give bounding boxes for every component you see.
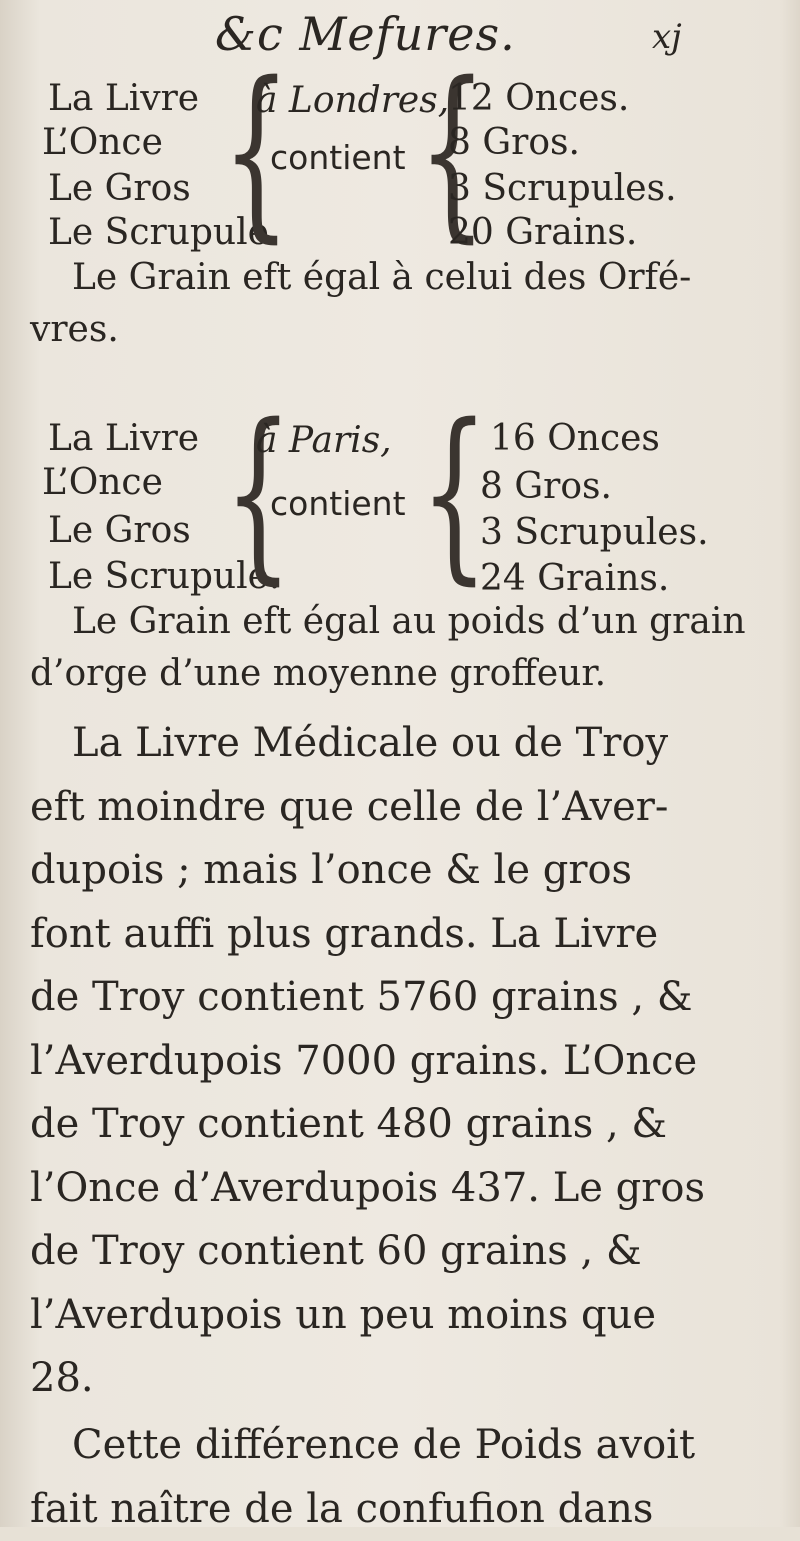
- london-place: à Londres,: [256, 80, 449, 121]
- text-line: fait naître de la confufion dans: [30, 1478, 775, 1541]
- london-note-line: Le Grain eft égal à celui des Orfé-: [30, 252, 775, 304]
- text-line: Cette différence de Poids avoit: [30, 1414, 775, 1478]
- text-line: font auffi plus grands. La Livre: [30, 903, 775, 967]
- paris-value-gros: 8 Gros.: [480, 466, 612, 507]
- paragraph-difference: [30, 1414, 775, 1541]
- london-value-gros: 8 Gros.: [448, 122, 580, 163]
- text-line: de Troy contient 60 grains , &: [30, 1220, 775, 1284]
- london-left-brace: {: [222, 60, 291, 246]
- london-value-scrupules: 3 Scrupules.: [448, 168, 677, 209]
- paris-value-onces: 16 Onces: [490, 418, 660, 459]
- text-line: l’Once d’Averdupois 437. Le gros: [30, 1157, 775, 1221]
- paris-unit-gros: Le Gros: [48, 510, 191, 551]
- text-line: l’Averdupois un peu moins que: [30, 1284, 775, 1348]
- running-header: [0, 5, 800, 65]
- london-note-line: vres.: [30, 304, 775, 356]
- text-line: l’Averdupois 7000 grains. L’Once: [30, 1030, 775, 1094]
- paris-note-line: d’orge d’une moyenne groffeur.: [30, 648, 775, 700]
- paragraph-troy-weights: [30, 712, 775, 1411]
- paris-value-grains: 24 Grains.: [480, 558, 669, 599]
- paris-right-brace: {: [420, 402, 489, 588]
- paris-unit-scrupule: Le Scrupule.: [48, 556, 280, 597]
- london-unit-scrupule: Le Scrupule: [48, 212, 269, 253]
- paris-note-line: Le Grain eft égal au poids d’un grain: [30, 596, 775, 648]
- text-line: eft moindre que celle de l’Aver-: [30, 776, 775, 840]
- paris-unit-livre: La Livre: [48, 418, 199, 459]
- header-title: &c Mefures.: [215, 7, 516, 61]
- paris-note: [30, 596, 775, 700]
- text-line: dupois ; mais l’once & le gros: [30, 839, 775, 903]
- text-line: 28.: [30, 1347, 775, 1411]
- london-value-grains: 20 Grains.: [448, 212, 637, 253]
- london-value-onces: 12 Onces.: [448, 78, 629, 119]
- london-unit-once: L’Once: [42, 122, 163, 163]
- paris-value-scrupules: 3 Scrupules.: [480, 512, 709, 553]
- paris-place: à Paris,: [256, 420, 392, 461]
- paris-unit-once: L’Once: [42, 462, 163, 503]
- text-line: La Livre Médicale ou de Troy: [30, 712, 775, 776]
- london-note: [30, 252, 775, 356]
- text-line: de Troy contient 480 grains , &: [30, 1093, 775, 1157]
- paris-verb: contient: [270, 484, 406, 523]
- paris-left-brace: {: [224, 402, 293, 588]
- page-number: xj: [652, 17, 682, 57]
- london-verb: contient: [270, 138, 406, 177]
- london-unit-gros: Le Gros: [48, 168, 191, 209]
- text-line: de Troy contient 5760 grains , &: [30, 966, 775, 1030]
- london-right-brace: {: [418, 60, 487, 246]
- london-unit-livre: La Livre: [48, 78, 199, 119]
